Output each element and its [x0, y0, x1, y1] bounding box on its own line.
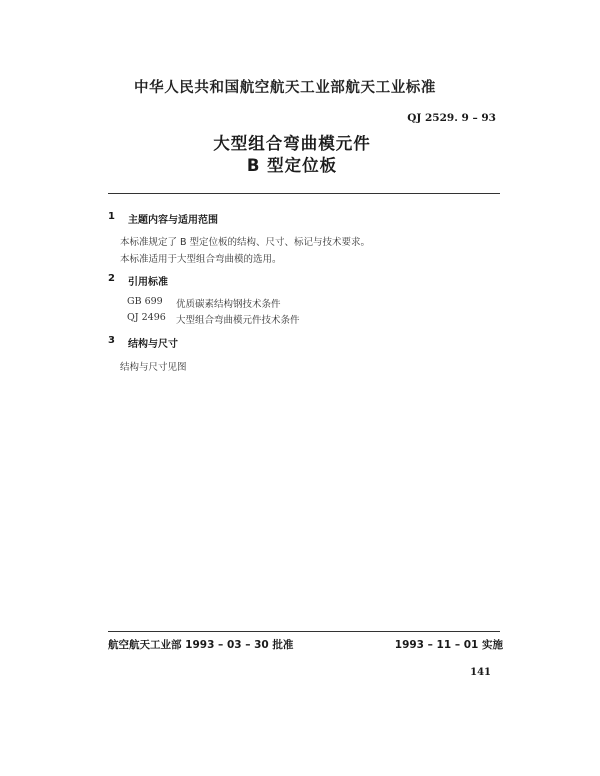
section-number: 1	[108, 211, 115, 222]
document-title: 大型组合弯曲模元件	[213, 134, 371, 153]
section-number: 2	[108, 273, 115, 284]
page-number: 141	[470, 667, 491, 678]
structure-line-1: 结构与尺寸见图	[120, 362, 187, 373]
scope-line-2: 本标准适用于大型组合弯曲模的选用。	[120, 254, 282, 265]
approval-statement: 航空航天工业部 1993 – 03 – 30 批准	[108, 639, 294, 651]
reference-code: GB 699	[127, 296, 163, 307]
scope-line-1: 本标准规定了 B 型定位板的结构、尺寸、标记与技术要求。	[120, 237, 371, 248]
issuing-organization: 中华人民共和国航空航天工业部航天工业标准	[134, 80, 436, 96]
reference-title: 优质碳素结构钢技术条件	[176, 299, 281, 310]
section-number: 3	[108, 335, 115, 346]
reference-title: 大型组合弯曲模元件技术条件	[176, 315, 300, 326]
section-heading-references: 引用标准	[128, 277, 168, 288]
standard-code: QJ 2529. 9 – 93	[407, 112, 496, 124]
section-heading-scope: 主题内容与适用范围	[128, 215, 218, 226]
document-subtitle: B 型定位板	[246, 156, 338, 175]
footer-divider	[108, 631, 500, 632]
reference-code: QJ 2496	[127, 312, 166, 323]
section-heading-structure: 结构与尺寸	[128, 339, 178, 350]
implementation-date: 1993 – 11 – 01 实施	[394, 639, 503, 651]
header-divider	[108, 193, 500, 194]
